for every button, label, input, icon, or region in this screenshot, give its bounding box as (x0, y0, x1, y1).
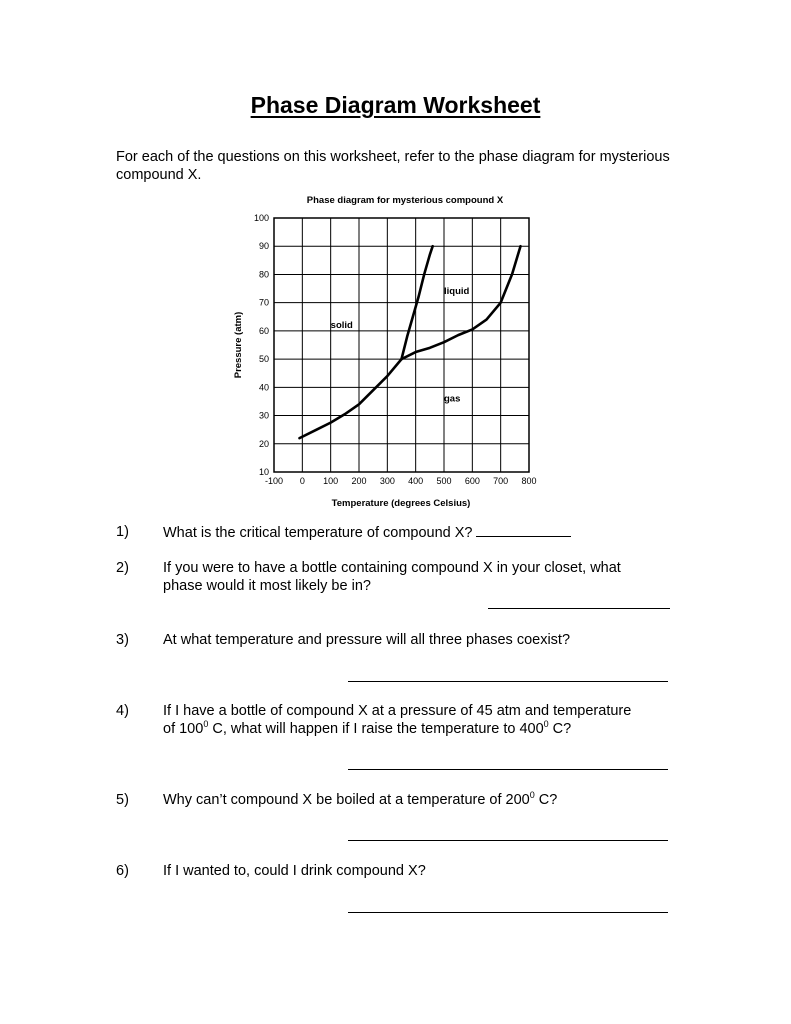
y-tick-label: 20 (258, 438, 269, 449)
x-axis-label: Temperature (degrees Celsius) (331, 498, 471, 509)
x-tick-label: 100 (323, 476, 339, 486)
region-label-solid: solid (330, 320, 353, 332)
y-tick-label: 80 (258, 269, 269, 280)
intro-text: For each of the questions on this worksheet, refer to the phase diagram for mysterious compound X. (116, 149, 670, 183)
x-tick-label: 800 (521, 476, 537, 486)
question-text-line-2: phase would it most likely be in? (163, 578, 371, 594)
x-tick-label: 700 (493, 476, 509, 486)
question-number: 4) (116, 703, 129, 719)
y-axis-label: Pressure (atm) (233, 311, 244, 379)
question-text-line-1: If I have a bottle of compound X at a pressure of 45 atm and temperature (163, 703, 632, 719)
y-tick-label: 70 (258, 297, 269, 308)
y-tick-label: 30 (258, 410, 269, 421)
x-tick-label: -100 (264, 476, 284, 486)
chart-title: Phase diagram for mysterious compound X (306, 195, 504, 206)
answer-line[interactable] (348, 769, 668, 770)
question-number: 2) (116, 560, 129, 576)
x-tick-label: 200 (351, 476, 367, 486)
question-number: 1) (116, 524, 129, 540)
y-tick-label: 100 (253, 213, 269, 223)
x-tick-label: 400 (408, 476, 424, 486)
x-tick-label: 500 (436, 476, 452, 486)
question-text-line-1: If you were to have a bottle containing compound X in your closet, what (163, 560, 621, 576)
phase-diagram-chart (225, 188, 555, 518)
y-tick-label: 50 (258, 354, 269, 365)
question-text: At what temperature and pressure will all three phases coexist? (163, 632, 571, 648)
region-label-liquid: liquid (444, 286, 470, 298)
question-text-line-2: of $100^0$ C, what will happen if I raise the temperature to $400^0$ C? (163, 719, 572, 737)
region-label-gas: gas (444, 393, 461, 405)
x-tick-label: 600 (464, 476, 480, 486)
answer-blank[interactable] (476, 523, 571, 537)
phase-boundary-line-1 (300, 359, 402, 438)
question-number: 5) (116, 792, 129, 808)
question-number: 6) (116, 863, 129, 879)
question-text: What is the critical temperature of compound X? (163, 525, 473, 541)
y-tick-label: 10 (258, 467, 269, 477)
answer-line[interactable] (488, 608, 670, 609)
y-tick-label: 40 (258, 382, 269, 393)
x-tick-label: 0 (299, 476, 305, 486)
y-tick-label: 60 (258, 325, 269, 336)
worksheet-title: Phase Diagram Worksheet (250, 92, 541, 118)
plot-border (274, 218, 529, 472)
question-number: 3) (116, 632, 129, 648)
answer-line[interactable] (348, 912, 668, 913)
question-text: Why can’t compound X be boiled at a temperature of $200^0$ C? (163, 790, 558, 808)
x-tick-label: 300 (379, 476, 395, 486)
phase-diagram-svg (225, 188, 555, 518)
y-tick-label: 90 (258, 241, 269, 252)
answer-line[interactable] (348, 840, 668, 841)
question-text: If I wanted to, could I drink compound X? (163, 863, 426, 879)
answer-line[interactable] (348, 681, 668, 682)
